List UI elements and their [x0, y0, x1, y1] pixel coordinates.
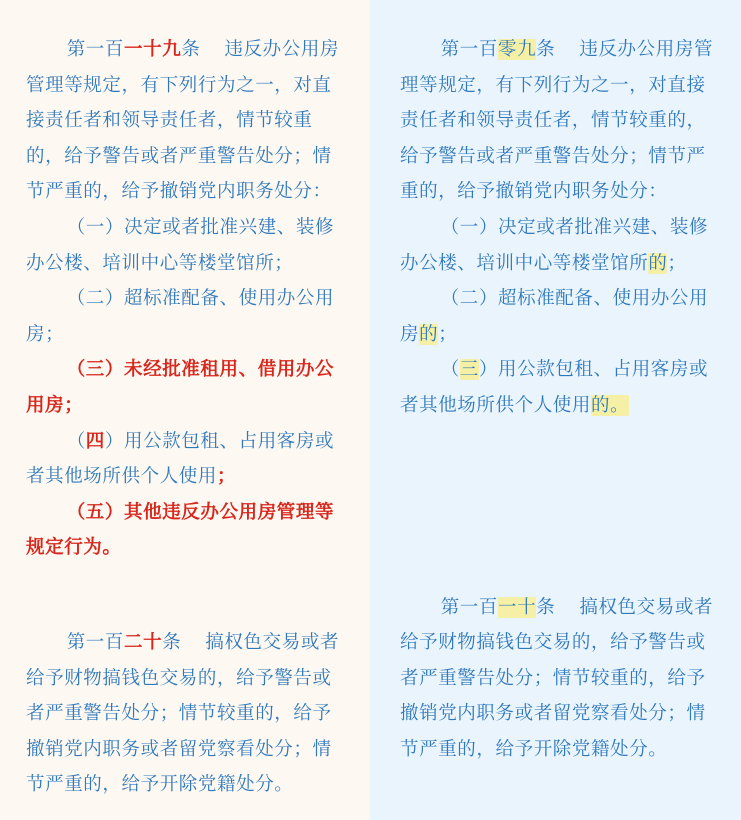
clause-1-end: ； [667, 252, 687, 274]
article-120-paragraph [26, 625, 344, 803]
article-prefix: 第一百 [66, 39, 124, 60]
clause-2: （二）超标准配备、使用办公用房； [26, 288, 335, 345]
article-109 [400, 32, 717, 424]
clause-1-change: 的 [648, 252, 668, 274]
article-body: 搞权色交易或者给予财物搞钱色交易的，给予警告或者严重警告处分；情节较重的，给予撤销党内职务或者留党察看处分；情节严重的，给予开除党籍处分。 [400, 596, 714, 760]
clause-1 [400, 210, 717, 281]
article-suffix: 条 [162, 631, 182, 653]
clause-3-number-change: 三 [459, 359, 479, 381]
clause-3-highlighted: （三）未经批准租用、借用办公用房； [26, 359, 335, 416]
article-119 [26, 32, 344, 566]
article-110-paragraph [400, 590, 717, 768]
clause-2 [400, 281, 717, 352]
clause-2-change: 的 [419, 323, 439, 345]
new-version-column [370, 0, 741, 820]
article-120 [26, 625, 344, 803]
article-body: 违反办公用房管理等规定，有下列行为之一，对直接责任者和领导责任者，情节较重的，给予警告或者严重警告处分；情节严重的，给予撤销党内职务处分： [400, 39, 714, 203]
old-version-column [0, 0, 370, 820]
article-109-heading-paragraph [400, 32, 717, 210]
article-prefix: 第一百 [440, 596, 498, 618]
article-suffix: 条 [181, 39, 201, 60]
clause-4-number: 四 [85, 430, 105, 452]
article-suffix: 条 [536, 596, 556, 618]
article-number: 零九 [498, 39, 537, 60]
clause-3-text: ）用公款包租、占用客房或者其他场所供个人使用 [400, 359, 709, 416]
clause-4 [26, 424, 344, 495]
clause-4-open: （ [66, 430, 86, 452]
article-119-heading-paragraph [26, 32, 344, 210]
article-prefix: 第一百 [440, 39, 498, 60]
clause-4-end: ； [217, 466, 237, 488]
clause-3-end-change: 的。 [591, 394, 630, 416]
clause-1: （一）决定或者批准兴建、装修办公楼、培训中心等楼堂馆所； [26, 216, 335, 274]
article-suffix: 条 [536, 39, 556, 60]
clause-1-text: （一）决定或者批准兴建、装修办公楼、培训中心等楼堂馆所 [400, 216, 709, 274]
article-body: 违反办公用房管理等规定，有下列行为之一，对直接责任者和领导责任者，情节较重的，给予警告或者严重警告处分；情节严重的，给予撤销党内职务处分： [26, 39, 340, 203]
clause-5-highlighted: （五）其他违反办公用房管理等规定行为。 [26, 501, 335, 559]
article-prefix: 第一百 [66, 631, 124, 653]
article-110 [400, 590, 717, 768]
article-number: 一十九 [124, 39, 182, 60]
clause-3 [400, 352, 717, 423]
clause-2-text: （二）超标准配备、使用办公用房 [400, 288, 709, 345]
article-body: 搞权色交易或者给予财物搞钱色交易的，给予警告或者严重警告处分；情节较重的，给予撤销党内职务或者留党察看处分；情节严重的，给予开除党籍处分。 [26, 631, 340, 796]
article-number: 一十 [498, 596, 537, 618]
article-number: 二十 [124, 631, 163, 653]
clause-4-text: ）用公款包租、占用客房或者其他场所供个人使用 [26, 430, 335, 488]
clause-2-end: ； [438, 323, 458, 345]
clause-3-open: （ [440, 359, 460, 381]
